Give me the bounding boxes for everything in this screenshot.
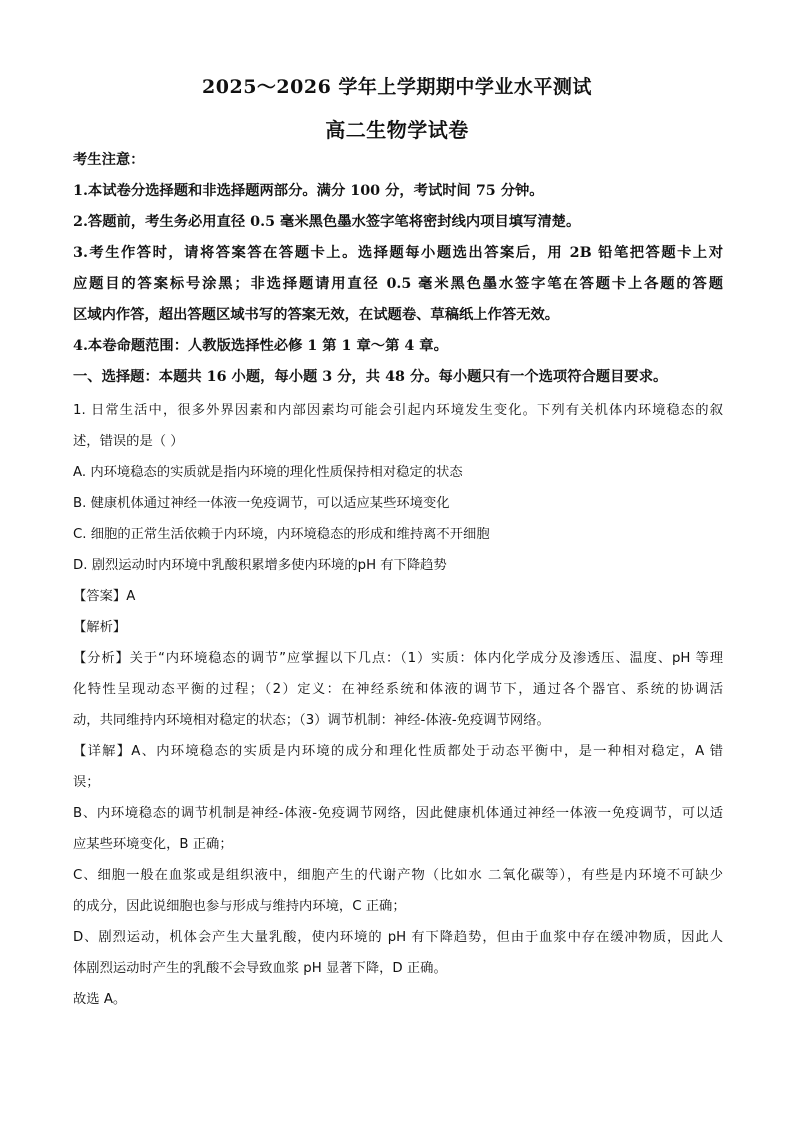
analysis-paragraph: 【分析】关于“内环境稳态的调节”应掌握以下几点：（1）实质：体内化学成分及渗透压、温度、pH 等理 bbox=[73, 651, 723, 666]
page-subtitle: 高二生物学试卷 bbox=[325, 118, 469, 142]
section-heading: 一、选择题：本题共 16 小题，每小题 3 分，共 48 分。每小题只有一个选项符合题目要求。 bbox=[73, 369, 668, 385]
question-stem: 1. 日常生活中，很多外界因素和内部因素均可能会引起内环境发生变化。下列有关机体内环境稳态的叙 bbox=[73, 403, 723, 418]
detail-paragraph: 的成分，因此说细胞也参与形成与维持内环境，C 正确； bbox=[73, 899, 406, 914]
question-stem-cont: 述，错误的是（ ） bbox=[73, 434, 184, 449]
notice-item: 4.本卷命题范围：人教版选择性必修 1 第 1 章～第 4 章。 bbox=[73, 338, 448, 354]
detail-paragraph: 误； bbox=[73, 775, 100, 790]
detail-paragraph: 【详解】A、内环境稳态的实质是内环境的成分和理化性质都处于动态平衡中，是一种相对稳定，A 错 bbox=[73, 744, 723, 759]
answer-value: A bbox=[126, 589, 136, 604]
answer-tag: 【答案】 bbox=[73, 589, 127, 604]
detail-paragraph: 应某些环境变化，B 正确； bbox=[73, 837, 233, 852]
detail-paragraph: C、细胞一般在血浆或是组织液中，细胞产生的代谢产物（比如水 二氧化碳等），有些是内环境不可缺少 bbox=[73, 868, 723, 883]
page-title: 2025～2026 学年上学期期中学业水平测试 bbox=[202, 76, 592, 98]
notice-item: 3.考生作答时，请将答案答在答题卡上。选择题每小题选出答案后，用 2B 铅笔把答题卡上对 bbox=[73, 245, 723, 261]
detail-paragraph: B、内环境稳态的调节机制是神经-体液-免疫调节网络，因此健康机体通过神经一体液一免疫调节，可以适 bbox=[73, 806, 723, 821]
conclusion-line: 故选 A。 bbox=[73, 992, 127, 1007]
option-c: C. 细胞的正常生活依赖于内环境，内环境稳态的形成和维持离不开细胞 bbox=[73, 527, 490, 542]
detail-paragraph: D、剧烈运动，机体会产生大量乳酸，使内环境的 pH 有下降趋势，但由于血浆中存在缓冲物质，因此人 bbox=[73, 930, 723, 945]
notice-item: 区域内作答，超出答题区域书写的答案无效，在试题卷、草稿纸上作答无效。 bbox=[73, 307, 560, 323]
analysis-tag: 【解析】 bbox=[73, 620, 127, 635]
notice-item: 2.答题前，考生务必用直径 0.5 毫米黑色墨水签字笔将密封线内项目填写清楚。 bbox=[73, 214, 581, 230]
answer-line bbox=[73, 581, 723, 612]
option-a: A. 内环境稳态的实质就是指内环境的理化性质保持相对稳定的状态 bbox=[73, 465, 463, 480]
notice-item: 1.本试卷分选择题和非选择题两部分。满分 100 分，考试时间 75 分钟。 bbox=[73, 183, 544, 199]
option-b: B. 健康机体通过神经一体液一免疫调节，可以适应某些环境变化 bbox=[73, 496, 450, 511]
notice-heading: 考生注意： bbox=[73, 152, 145, 168]
analysis-paragraph: 化特性呈现动态平衡的过程；（2）定义：在神经系统和体液的调节下，通过各个器官、系统的协调活 bbox=[73, 682, 723, 697]
notice-block bbox=[73, 145, 723, 393]
analysis-paragraph: 动，共同维持内环境相对稳定的状态；（3）调节机制：神经-体液-免疫调节网络。 bbox=[73, 713, 550, 728]
detail-paragraph: 体剧烈运动时产生的乳酸不会导致血浆 pH 显著下降，D 正确。 bbox=[73, 961, 447, 976]
notice-item: 应题目的答案标号涂黑；非选择题请用直径 0.5 毫米黑色墨水签字笔在答题卡上各题的答题 bbox=[73, 276, 723, 292]
question-block bbox=[73, 395, 723, 1015]
option-d: D. 剧烈运动时内环境中乳酸积累增多使内环境的pH 有下降趋势 bbox=[73, 558, 447, 573]
